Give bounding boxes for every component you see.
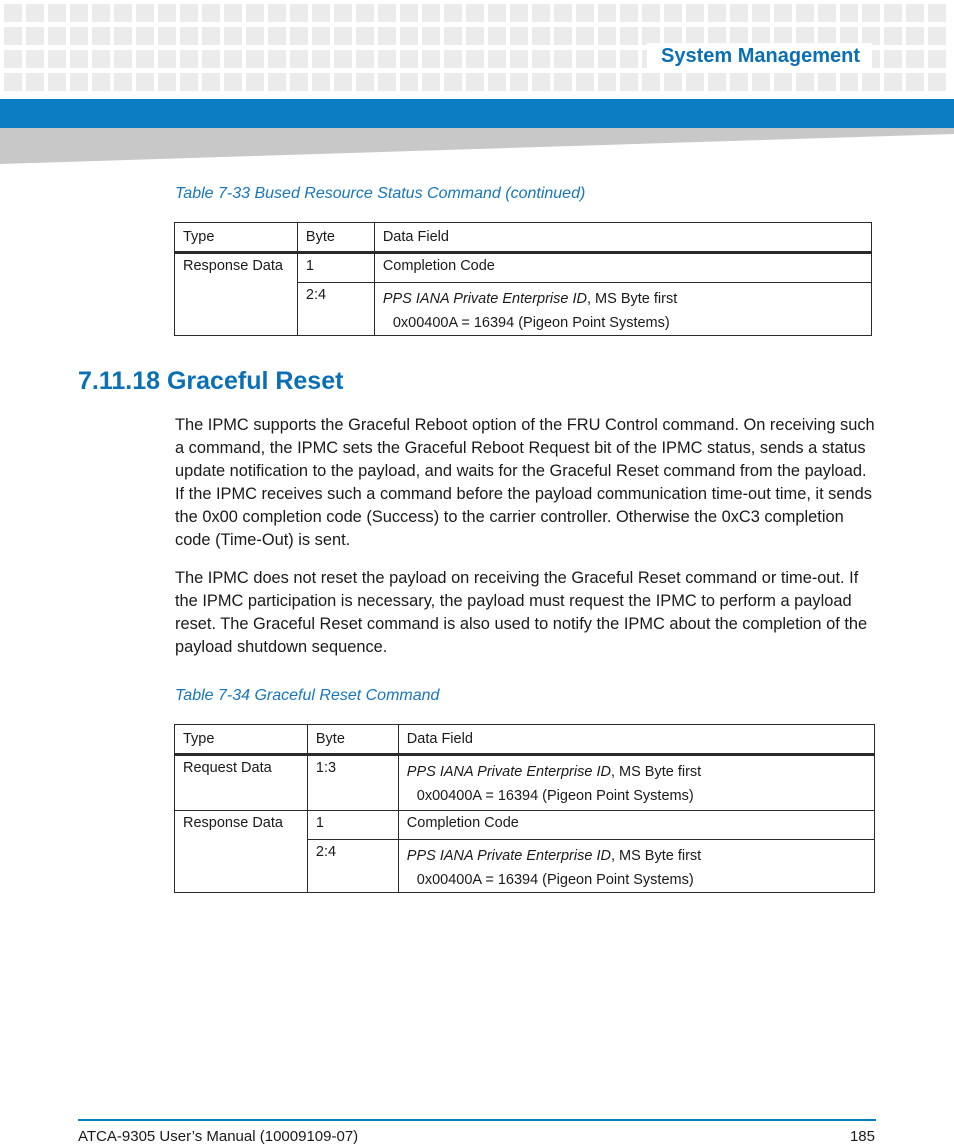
cell-byte: 1 [297,253,374,283]
header-tile [268,4,286,22]
header-tile [158,4,176,22]
header-tile [796,4,814,22]
header-tile [598,73,616,91]
header-tile [26,4,44,22]
header-tile [268,27,286,45]
header-tile [554,50,572,68]
section-heading: 7.11.18 Graceful Reset [78,367,344,395]
header-tile [92,4,110,22]
header-tile [906,27,924,45]
cell-byte: 1:3 [307,755,398,811]
header-tile [180,50,198,68]
header-tile [224,73,242,91]
header-blue-band [0,99,954,128]
header-tile [928,73,946,91]
header-tile [356,50,374,68]
header-tile [818,73,836,91]
header-tile [444,73,462,91]
field-rest-text: , MS Byte first [610,848,702,864]
header-tile [598,4,616,22]
footer-rule [78,1119,876,1121]
header-tile [4,27,22,45]
header-tile [928,4,946,22]
header-tile [862,73,880,91]
header-tile [334,50,352,68]
header-tile [576,27,594,45]
header-tile [48,4,66,22]
cell-byte: 1 [307,811,398,840]
field-italic-text: PPS IANA Private Enterprise ID [406,764,611,780]
header-tile [862,4,880,22]
header-tile [554,27,572,45]
header-tile [356,73,374,91]
header-tile [510,50,528,68]
header-tile [312,4,330,22]
header-tile [4,73,22,91]
header-tile [466,4,484,22]
header-tile [356,4,374,22]
header-tile [158,50,176,68]
header-tile [312,50,330,68]
header-tile [136,27,154,45]
header-tile [334,27,352,45]
header-tile [202,4,220,22]
header-tile [26,73,44,91]
header-tile [444,27,462,45]
header-tile [48,73,66,91]
header-tile [532,73,550,91]
header-tile [48,27,66,45]
header-tile [488,27,506,45]
header-tile [840,4,858,22]
header-tile [752,4,770,22]
header-tile [400,27,418,45]
header-tile [158,27,176,45]
header-tile [620,4,638,22]
header-tile [444,4,462,22]
header-tile [598,27,616,45]
cell-data-field: Completion Code [374,253,871,283]
table-33 [174,222,872,336]
field-rest-text: , MS Byte first [586,291,678,307]
header-tile [114,73,132,91]
header-tile [246,4,264,22]
body-paragraph-1: The IPMC supports the Graceful Reboot option of the FRU Control command. On receiving such a command, the IPMC sets the Graceful Reboot Request bit of the IPMC status, sends a status update notification to the payload, and waits for the Graceful Reset command from the payload. If the IPMC receives such a command before the payload communication time-out time, it sends the 0x00 completion code (Success) to the carrier controller. Otherwise the 0xC3 completion code (Time-Out) is sent. [175,416,875,549]
table-row [175,253,872,283]
header-tile [4,4,22,22]
header-tile [752,73,770,91]
header-tile [642,73,660,91]
header-tile [92,73,110,91]
header-tile [642,4,660,22]
cell-type: Request Data [175,755,308,811]
header-tile [312,73,330,91]
header-tile [290,73,308,91]
header-tile [378,73,396,91]
column-header-type: Type [175,725,308,755]
cell-type: Response Data [175,811,308,893]
cell-data-field: Completion Code [398,811,874,840]
header-tile [246,73,264,91]
header-tile [796,73,814,91]
cell-data-field [374,283,871,336]
header-tile [180,73,198,91]
header-tile [928,50,946,68]
header-tile [466,50,484,68]
header-tile [136,50,154,68]
header-tile [664,73,682,91]
header-tile [268,50,286,68]
header-tile [356,27,374,45]
header-tile [708,4,726,22]
field-line2-text: 0x00400A = 16394 (Pigeon Point Systems) [416,788,694,804]
section-header-title: System Management [647,43,872,69]
header-tile [576,4,594,22]
header-tile [92,27,110,45]
header-tile [114,50,132,68]
header-tile [928,27,946,45]
header-tile [774,73,792,91]
header-tile [290,27,308,45]
header-tile [686,73,704,91]
header-tile [510,27,528,45]
header-tile [400,50,418,68]
header-tile [510,4,528,22]
header-tile [312,27,330,45]
header-tile [488,4,506,22]
header-tile [664,4,682,22]
header-tile [180,4,198,22]
header-tile [884,50,902,68]
table-33-caption: Table 7-33 Bused Resource Status Command (continued) [175,185,586,202]
column-header-byte: Byte [297,223,374,253]
header-tile [422,27,440,45]
header-tile [136,4,154,22]
header-tile [136,73,154,91]
header-tile [576,50,594,68]
header-tile [114,4,132,22]
header-tile [70,27,88,45]
header-tile [620,73,638,91]
header-tile [488,50,506,68]
header-tile [884,27,902,45]
header-tile [224,4,242,22]
header-tile [686,4,704,22]
header-tile [466,73,484,91]
header-tile [510,73,528,91]
header-tile [730,73,748,91]
header-tile [290,4,308,22]
header-tile [202,27,220,45]
header-tile [224,27,242,45]
field-italic-text: PPS IANA Private Enterprise ID [382,291,587,307]
header-tile [906,4,924,22]
header-tile [576,73,594,91]
cell-byte: 2:4 [307,840,398,893]
column-header-data-field: Data Field [374,223,871,253]
header-tile [730,4,748,22]
header-tile [114,27,132,45]
header-tile [334,73,352,91]
header-tile [708,73,726,91]
cell-data-field [398,840,874,893]
footer-manual-title: ATCA-9305 User’s Manual (10009109-07) [78,1128,359,1145]
field-italic-text: PPS IANA Private Enterprise ID [406,848,611,864]
header-tile [620,27,638,45]
header-tile [246,50,264,68]
cell-data-field [398,755,874,811]
header-tile [818,4,836,22]
header-tile [224,50,242,68]
header-tile [290,50,308,68]
header-gray-wedge [0,128,954,164]
table-row [175,811,875,840]
cell-byte: 2:4 [297,283,374,336]
column-header-data-field: Data Field [398,725,874,755]
header-tile [466,27,484,45]
header-tile [884,73,902,91]
table-row [175,755,875,811]
header-tile [620,50,638,68]
header-tile [268,73,286,91]
header-tile [554,4,572,22]
header-tile [532,4,550,22]
column-header-type: Type [175,223,298,253]
body-paragraph-2: The IPMC does not reset the payload on receiving the Graceful Reset command or time-out. If the IPMC participation is necessary, the payload must request the IPMC to perform a payload reset. The Graceful Reset command is also used to notify the IPMC about the completion of the payload shutdown sequence. [175,569,868,656]
header-tile [422,73,440,91]
header-tile [4,50,22,68]
table-34-caption: Table 7-34 Graceful Reset Command [175,687,440,704]
header-tile [378,4,396,22]
header-tile [400,4,418,22]
field-rest-text: , MS Byte first [610,764,702,780]
header-tile [202,73,220,91]
table-header-row [175,725,875,755]
header-tile [378,50,396,68]
cell-type: Response Data [175,253,298,336]
header-tile [598,50,616,68]
field-line2-text: 0x00400A = 16394 (Pigeon Point Systems) [416,872,694,888]
header-tile [48,50,66,68]
header-tile [774,4,792,22]
page-number: 185 [849,1128,875,1145]
header-tile [92,50,110,68]
header-tile [246,27,264,45]
header-tile [422,50,440,68]
header-tile [906,50,924,68]
header-tile [444,50,462,68]
header-tile [70,73,88,91]
header-tile [202,50,220,68]
header-tile [532,27,550,45]
table-header-row [175,223,872,253]
field-line2-text: 0x00400A = 16394 (Pigeon Point Systems) [392,315,670,331]
header-tile [70,50,88,68]
header-tile [180,27,198,45]
table-34 [174,724,875,893]
header-tile [488,73,506,91]
header-tile [532,50,550,68]
header-tile [158,73,176,91]
header-tile [840,73,858,91]
column-header-byte: Byte [307,725,398,755]
header-tile [334,4,352,22]
header-tile [422,4,440,22]
header-tile [906,73,924,91]
header-tile [70,4,88,22]
header-tile [400,73,418,91]
header-tile [378,27,396,45]
header-tile [884,4,902,22]
header-tile [26,27,44,45]
header-tile [554,73,572,91]
header-tile [26,50,44,68]
